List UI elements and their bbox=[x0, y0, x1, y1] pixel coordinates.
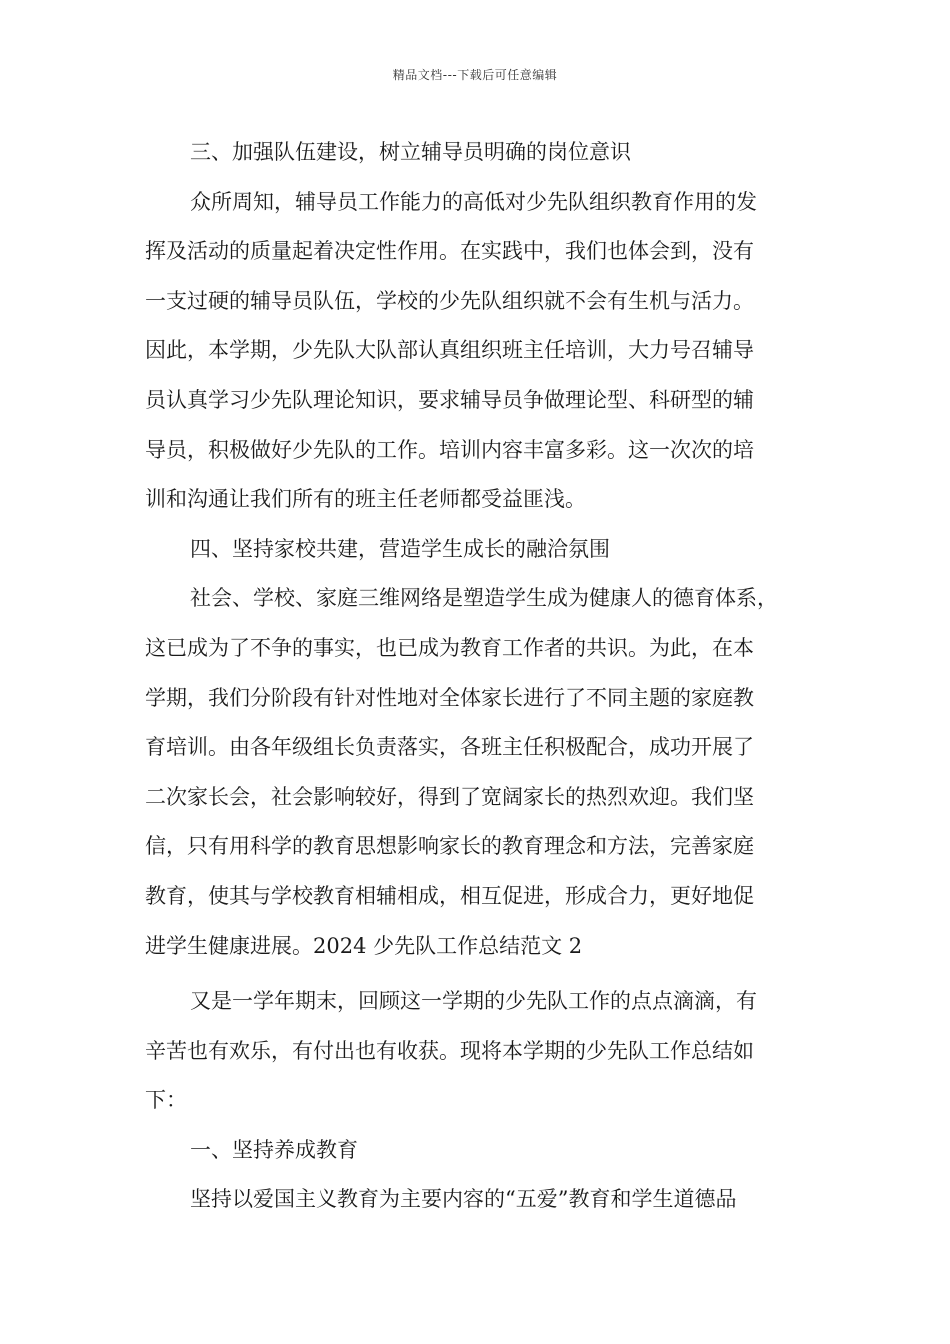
paragraph-line: 挥及活动的质量起着决定性作用。在实践中，我们也体会到，没有 bbox=[145, 239, 754, 264]
document-body bbox=[145, 128, 809, 1225]
paragraph-line: 进学生健康进展。2024 少先队工作总结范文 2 bbox=[145, 933, 583, 958]
paragraph-line: 育培训。由各年级组长负责落实，各班主任积极配合，成功开展了 bbox=[145, 735, 754, 760]
paragraph-line: 员认真学习少先队理论知识，要求辅导员争做理论型、科研型的辅 bbox=[145, 387, 754, 412]
page-header: 精品文档---下载后可任意编辑 bbox=[392, 68, 558, 82]
paragraph-line: 又是一学年期末，回顾这一学期的少先队工作的点点滴滴，有 bbox=[190, 989, 757, 1014]
paragraph-line: 下： bbox=[145, 1088, 187, 1113]
paragraph-line: 坚持以爱国主义教育为主要内容的“五爱”教育和学生道德品 bbox=[190, 1187, 737, 1212]
section-heading-1: 一、坚持养成教育 bbox=[190, 1137, 358, 1162]
paragraph-line: 二次家长会，社会影响较好，得到了宽阔家长的热烈欢迎。我们坚 bbox=[145, 784, 754, 809]
paragraph-line: 导员，积极做好少先队的工作。培训内容丰富多彩。这一次次的培 bbox=[145, 437, 754, 462]
paragraph-line: 因此，本学期，少先队大队部认真组织班主任培训，大力号召辅导 bbox=[145, 338, 754, 363]
paragraph-line: 社会、学校、家庭三维网络是塑造学生成为健康人的德育体系， bbox=[190, 586, 778, 611]
paragraph-line: 训和沟通让我们所有的班主任老师都受益匪浅。 bbox=[145, 487, 586, 512]
paragraph-line: 学期，我们分阶段有针对性地对全体家长进行了不同主题的家庭教 bbox=[145, 685, 754, 710]
paragraph-line: 辛苦也有欢乐，有付出也有收获。现将本学期的少先队工作总结如 bbox=[145, 1038, 754, 1063]
paragraph-line: 这已成为了不争的事实，也已成为教育工作者的共识。为此，在本 bbox=[145, 635, 754, 660]
section-heading-3: 三、加强队伍建设，树立辅导员明确的岗位意识 bbox=[190, 140, 631, 164]
paragraph-line: 一支过硬的辅导员队伍，学校的少先队组织就不会有生机与活力。 bbox=[145, 288, 754, 313]
paragraph-line: 信，只有用科学的教育思想影响家长的教育理念和方法，完善家庭 bbox=[145, 834, 754, 859]
section-heading-4: 四、坚持家校共建，营造学生成长的融洽氛围 bbox=[190, 536, 610, 561]
paragraph-line: 众所周知，辅导员工作能力的高低对少先队组织教育作用的发 bbox=[190, 189, 757, 214]
paragraph-line: 教育，使其与学校教育相辅相成，相互促进，形成合力，更好地促 bbox=[145, 883, 754, 908]
